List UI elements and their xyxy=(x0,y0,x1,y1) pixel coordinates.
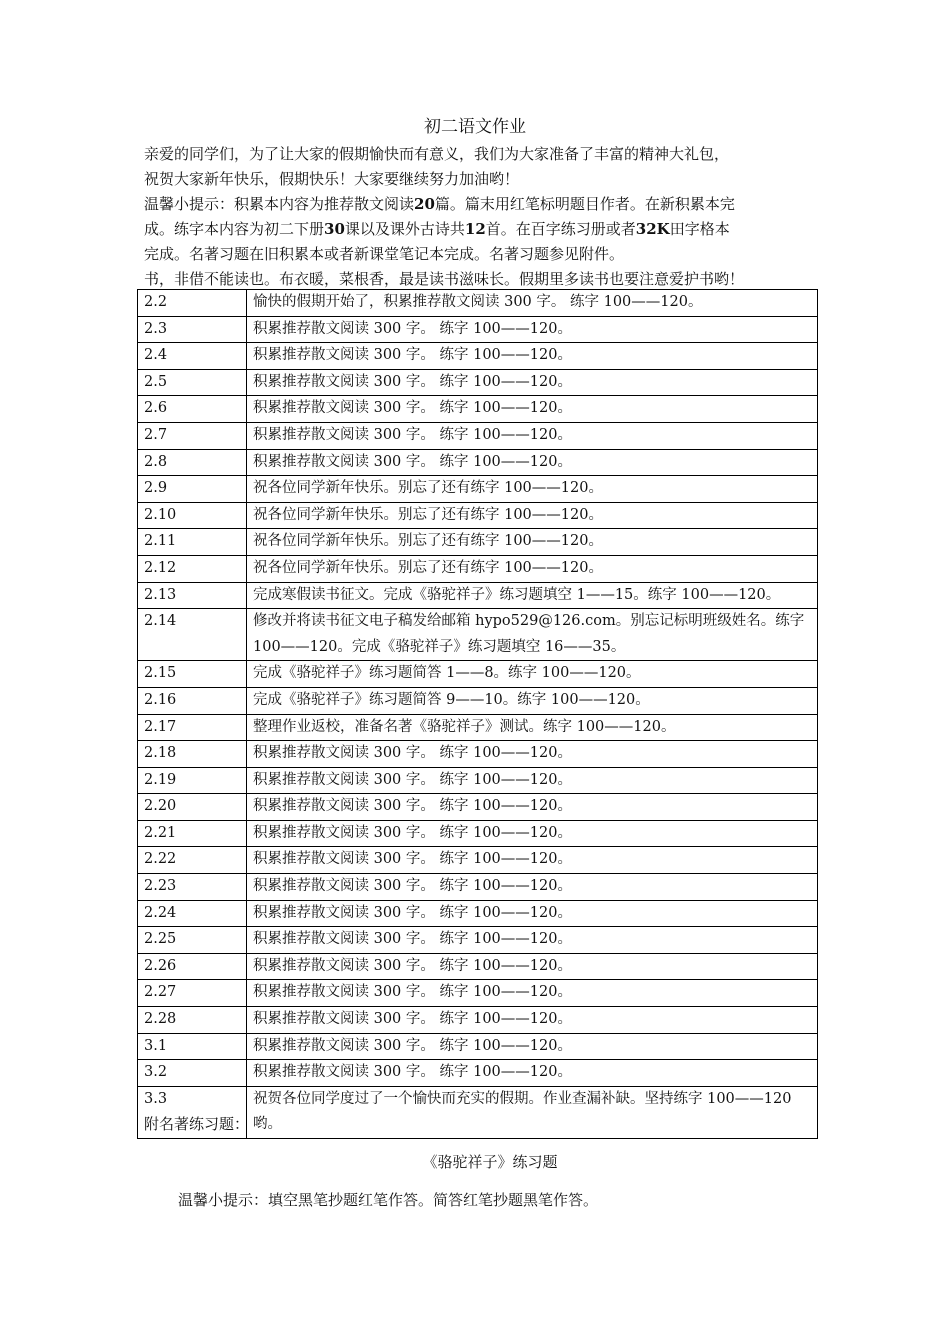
table-row xyxy=(138,555,818,582)
table-row xyxy=(138,980,818,1007)
task-cell: 积累推荐散文阅读 300 字。 练字 100——120。 xyxy=(247,767,818,794)
table-row xyxy=(138,847,818,874)
task-cell: 积累推荐散文阅读 300 字。 练字 100——120。 xyxy=(247,1007,818,1034)
table-row xyxy=(138,290,818,317)
date-cell: 2.10 xyxy=(138,502,247,529)
date-cell: 2.25 xyxy=(138,927,247,954)
date-cell: 3.2 xyxy=(138,1060,247,1087)
date-cell: 2.18 xyxy=(138,741,247,768)
tip-text: 首。在百字练习册或者 xyxy=(485,220,636,238)
task-cell: 整理作业返校，准备名著《骆驼祥子》测试。练字 100——120。 xyxy=(247,714,818,741)
date-cell: 2.13 xyxy=(138,582,247,609)
poem-count: 12 xyxy=(464,220,486,238)
date-cell: 2.21 xyxy=(138,820,247,847)
task-cell: 完成《骆驼祥子》练习题简答 1——8。练字 100——120。 xyxy=(247,661,818,688)
greeting-line-1: 亲爱的同学们，为了让大家的假期愉快而有意义，我们为大家准备了丰富的精神大礼包， xyxy=(144,145,730,163)
tip-text: 成。练字本内容为初二下册 xyxy=(144,220,325,238)
date-cell: 2.26 xyxy=(138,953,247,980)
task-cell: 积累推荐散文阅读 300 字。 练字 100——120。 xyxy=(247,396,818,423)
task-cell: 积累推荐散文阅读 300 字。 练字 100——120。 xyxy=(247,980,818,1007)
essay-count: 20 xyxy=(414,195,435,213)
reading-quote: 书，非借不能读也。布衣暖，菜根香，最是读书滋味长。假期里多读书也要注意爱护书哟！ xyxy=(144,270,745,288)
date-cell: 2.12 xyxy=(138,555,247,582)
table-row xyxy=(138,900,818,927)
table-row xyxy=(138,422,818,449)
table-row xyxy=(138,1060,818,1087)
table-row xyxy=(138,396,818,423)
table-row xyxy=(138,794,818,821)
task-cell: 积累推荐散文阅读 300 字。 练字 100——120。 xyxy=(247,741,818,768)
task-cell: 积累推荐散文阅读 300 字。 练字 100——120。 xyxy=(247,316,818,343)
date-cell: 2.19 xyxy=(138,767,247,794)
table-row xyxy=(138,953,818,980)
table-row xyxy=(138,874,818,901)
task-cell: 积累推荐散文阅读 300 字。 练字 100——120。 xyxy=(247,343,818,370)
date-cell: 2.20 xyxy=(138,794,247,821)
table-row xyxy=(138,502,818,529)
greeting-line-2: 祝贺大家新年快乐，假期快乐！大家要继续努力加油哟！ xyxy=(144,170,520,188)
date-cell: 2.16 xyxy=(138,687,247,714)
paper-size: 32K xyxy=(635,220,670,238)
task-cell: 完成《骆驼祥子》练习题简答 9——10。练字 100——120。 xyxy=(247,687,818,714)
table-row xyxy=(138,609,818,661)
tip-line-2 xyxy=(144,217,824,242)
date-cell: 2.22 xyxy=(138,847,247,874)
task-cell: 积累推荐散文阅读 300 字。 练字 100——120。 xyxy=(247,369,818,396)
date-cell: 2.23 xyxy=(138,874,247,901)
table-row xyxy=(138,582,818,609)
lesson-count: 30 xyxy=(324,220,345,238)
date-cell: 2.15 xyxy=(138,661,247,688)
date-cell: 3.1 xyxy=(138,1033,247,1060)
task-cell: 完成寒假读书征文。完成《骆驼祥子》练习题填空 1——15。练字 100——120。 xyxy=(247,582,818,609)
table-row xyxy=(138,449,818,476)
date-cell: 2.4 xyxy=(138,343,247,370)
table-row xyxy=(138,369,818,396)
date-cell: 3.3 xyxy=(138,1086,247,1138)
schedule-body xyxy=(138,290,818,1139)
date-cell: 2.28 xyxy=(138,1007,247,1034)
date-cell: 2.11 xyxy=(138,529,247,556)
task-cell: 祝各位同学新年快乐。别忘了还有练字 100——120。 xyxy=(247,555,818,582)
tip-text: 温馨小提示：积累本内容为推荐散文阅读 xyxy=(144,195,415,213)
intro-section xyxy=(144,142,824,292)
table-row xyxy=(138,820,818,847)
tip-line-3: 完成。名著习题在旧积累本或者新课堂笔记本完成。名著习题参见附件。 xyxy=(144,245,625,263)
table-row xyxy=(138,741,818,768)
task-cell: 积累推荐散文阅读 300 字。 练字 100——120。 xyxy=(247,820,818,847)
table-row xyxy=(138,529,818,556)
task-cell: 祝各位同学新年快乐。别忘了还有练字 100——120。 xyxy=(247,502,818,529)
task-cell: 修改并将读书征文电子稿发给邮箱 hypo529@126.com。别忘记标明班级姓名。练字 100——120。完成《骆驼祥子》练习题填空 16——35。 xyxy=(247,609,818,661)
homework-schedule-table xyxy=(137,289,818,1139)
appendix-label: 附名著练习题： xyxy=(144,1115,250,1133)
task-cell: 积累推荐散文阅读 300 字。 练字 100——120。 xyxy=(247,794,818,821)
table-row xyxy=(138,714,818,741)
task-cell: 愉快的假期开始了，积累推荐散文阅读 300 字。 练字 100——120。 xyxy=(247,290,818,317)
table-row xyxy=(138,316,818,343)
task-cell: 积累推荐散文阅读 300 字。 练字 100——120。 xyxy=(247,1033,818,1060)
date-cell: 2.8 xyxy=(138,449,247,476)
tip-text: 篇。篇末用红笔标明题目作者。在新积累本完 xyxy=(434,195,735,213)
table-row xyxy=(138,1033,818,1060)
page-title: 初二语文作业 xyxy=(424,117,526,137)
date-cell: 2.17 xyxy=(138,714,247,741)
date-cell: 2.24 xyxy=(138,900,247,927)
task-cell: 积累推荐散文阅读 300 字。 练字 100——120。 xyxy=(247,874,818,901)
task-cell: 祝各位同学新年快乐。别忘了还有练字 100——120。 xyxy=(247,529,818,556)
date-cell: 2.27 xyxy=(138,980,247,1007)
exercise-title: 《骆驼祥子》练习题 xyxy=(422,1153,558,1171)
task-cell: 积累推荐散文阅读 300 字。 练字 100——120。 xyxy=(247,953,818,980)
task-cell: 祝贺各位同学度过了一个愉快而充实的假期。作业查漏补缺。坚持练字 100——120 哟。 xyxy=(247,1086,818,1138)
tip-line-1 xyxy=(144,192,824,217)
date-cell: 2.9 xyxy=(138,476,247,503)
task-cell: 积累推荐散文阅读 300 字。 练字 100——120。 xyxy=(247,422,818,449)
date-cell: 2.3 xyxy=(138,316,247,343)
table-row xyxy=(138,661,818,688)
table-row xyxy=(138,767,818,794)
date-cell: 2.14 xyxy=(138,609,247,661)
task-cell: 积累推荐散文阅读 300 字。 练字 100——120。 xyxy=(247,1060,818,1087)
task-cell: 积累推荐散文阅读 300 字。 练字 100——120。 xyxy=(247,449,818,476)
date-cell: 2.6 xyxy=(138,396,247,423)
date-cell: 2.5 xyxy=(138,369,247,396)
tip-text: 田字格本 xyxy=(669,220,730,238)
table-row xyxy=(138,927,818,954)
task-cell: 积累推荐散文阅读 300 字。 练字 100——120。 xyxy=(247,927,818,954)
exercise-tip: 温馨小提示：填空黑笔抄题红笔作答。简答红笔抄题黑笔作答。 xyxy=(178,1191,599,1209)
task-cell: 祝各位同学新年快乐。别忘了还有练字 100——120。 xyxy=(247,476,818,503)
task-cell: 积累推荐散文阅读 300 字。 练字 100——120。 xyxy=(247,847,818,874)
table-row xyxy=(138,687,818,714)
tip-text: 课以及课外古诗共 xyxy=(344,220,465,238)
task-cell: 积累推荐散文阅读 300 字。 练字 100——120。 xyxy=(247,900,818,927)
table-row xyxy=(138,1007,818,1034)
table-row xyxy=(138,343,818,370)
date-cell: 2.2 xyxy=(138,290,247,317)
date-cell: 2.7 xyxy=(138,422,247,449)
table-row xyxy=(138,476,818,503)
